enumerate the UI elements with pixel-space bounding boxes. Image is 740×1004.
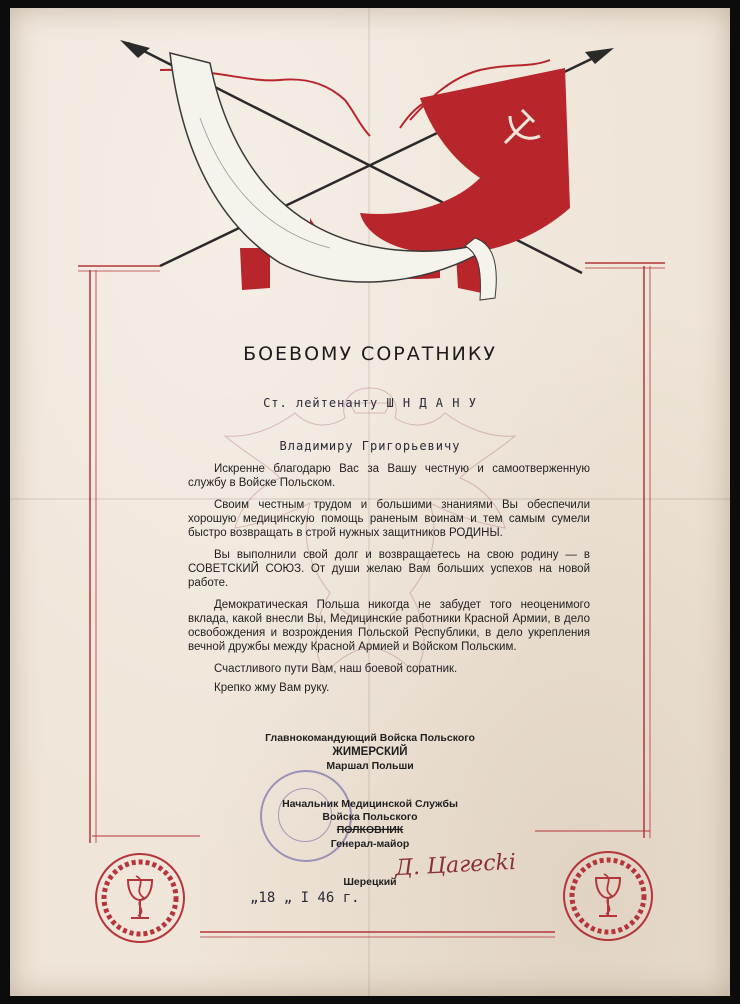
medical-emblem-left-icon bbox=[96, 854, 184, 942]
paragraph: Демократическая Польша никогда не забудет того неоценимого вклада, какой внесли Вы, Медицинские работники Красной Армии, в дело освобождения и возрождения Польской Республики, в дело укрепления вечной дружбы между Красной Армией и Войском Польским. bbox=[188, 599, 590, 653]
paragraph: Крепко жму Вам руку. bbox=[214, 682, 330, 694]
struck-rank: ПОЛКОВНИК bbox=[336, 824, 404, 836]
paragraph: Счастливого пути Вам, наш боевой соратник. bbox=[214, 663, 458, 675]
spear-tip-left bbox=[120, 40, 150, 58]
recipient-rank: Ст. лейтенанту Ш Н Д А Н У bbox=[263, 396, 477, 410]
medical-rank: Генерал-майор bbox=[330, 838, 410, 850]
medical-service-title-2: Войска Польского bbox=[322, 811, 418, 823]
paragraph: Искренне благодарю Вас за Вашу честную и самоотверженную службу в Войске Польском. bbox=[188, 463, 590, 489]
medical-chief-name: Шерецкий bbox=[343, 876, 397, 888]
spear-tip-right bbox=[585, 48, 614, 64]
paragraph: Своим честным трудом и большими знаниями Вы обеспечили хорошую медицинскую помощь раненым воинам и тем самым сумели быстро возвращать в строй нужных защитников РОДИНЫ. bbox=[188, 499, 590, 539]
commander-title: Главнокомандующий Войска Польского bbox=[265, 732, 475, 744]
commander-name: ЖИМЕРСКИЙ bbox=[332, 746, 408, 758]
commander-rank: Маршал Польши bbox=[326, 760, 414, 772]
recipient-name: Владимиру Григорьевичу bbox=[279, 439, 461, 453]
certificate-page bbox=[10, 8, 730, 996]
medical-emblem-right-icon bbox=[564, 852, 652, 940]
medical-service-title: Начальник Медицинской Службы bbox=[282, 798, 458, 810]
document-title: БОЕВОМУ СОРАТНИКУ bbox=[243, 343, 497, 365]
letter-body bbox=[188, 462, 590, 700]
paragraph: Вы выполнили свой долг и возвращаетесь на свою родину — в СОВЕТСКИЙ СОЮЗ. От души желаю Вам больших успехов на новой работе. bbox=[188, 549, 590, 589]
handwritten-signature: Д. Цагеckі bbox=[394, 849, 517, 882]
document-date: „18 „ I 46 г. bbox=[250, 890, 360, 906]
